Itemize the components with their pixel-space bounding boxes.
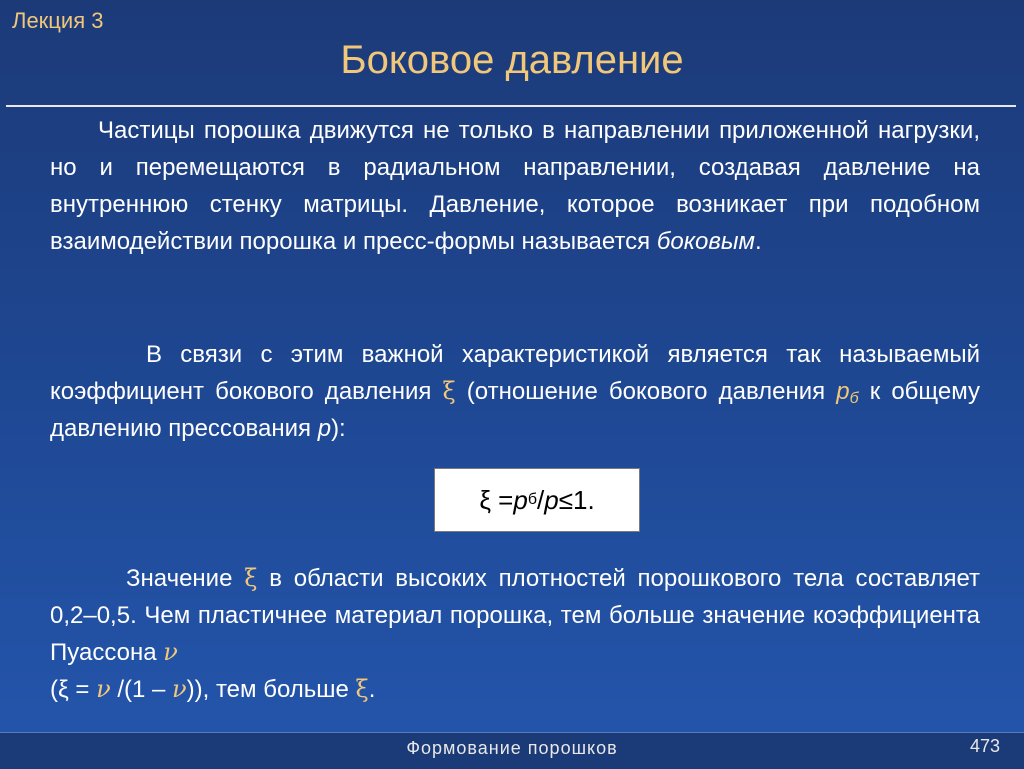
- paragraph-1: [50, 112, 980, 260]
- nu-symbol-3: ν: [172, 675, 187, 703]
- formula-part-b: /: [537, 484, 545, 515]
- paragraph-2-text-a: В связи с этим важной характеристикой является так называемый коэффициент бокового давления: [50, 341, 980, 405]
- paragraph-1-end: .: [755, 228, 762, 255]
- lateral-pressure-p: p: [836, 378, 850, 405]
- page-number: 473: [969, 736, 1000, 756]
- formula-part-c: ≤1.: [558, 484, 595, 515]
- lateral-pressure-subscript: б: [849, 390, 859, 407]
- formula-p-lateral: p: [513, 484, 528, 515]
- title-divider: [6, 105, 1016, 107]
- lateral-pressure-symbol: [836, 378, 858, 405]
- footer-title: Формование порошков: [406, 738, 618, 758]
- paragraph-3-text-a: Значение: [126, 565, 245, 592]
- total-pressure-symbol: p: [317, 415, 332, 442]
- lecture-label: Лекция 3: [12, 8, 104, 33]
- formula-p-total: p: [544, 484, 559, 515]
- paragraph-3-text-b: в области высоких плотностей порошкового тела составляет 0,2–0,5. Чем пластичнее материал порошка, тем больше значение коэффициента Пуассона: [50, 565, 980, 666]
- slide-title: Боковое давление: [340, 38, 684, 82]
- xi-symbol: ξ: [442, 377, 456, 405]
- paragraph-3-text-e: )), тем больше: [186, 676, 356, 703]
- paragraph-2: [50, 336, 980, 447]
- paragraph-3-text-c: (ξ =: [50, 676, 97, 703]
- paragraph-2-text-c: к общему давлению прессования: [50, 378, 981, 442]
- paragraph-3: [50, 560, 980, 708]
- nu-symbol: ν: [163, 638, 178, 666]
- xi-symbol-3: ξ: [355, 675, 369, 703]
- paragraph-1-emphasis: боковым: [656, 228, 756, 255]
- xi-symbol-2: ξ: [244, 564, 258, 592]
- paragraph-3-text-f: .: [368, 676, 376, 703]
- paragraph-2-text-b: (отношение бокового давления: [455, 378, 837, 405]
- paragraph-3-text-d: /(1 –: [110, 676, 173, 703]
- formula-part-a: ξ =: [479, 484, 514, 515]
- formula-box: ξ = p б / p ≤1.: [434, 468, 640, 532]
- nu-symbol-2: ν: [96, 675, 111, 703]
- paragraph-2-text-d: ):: [331, 415, 346, 442]
- paragraph-1-text: Частицы порошка движутся не только в направлении приложенной нагрузки, но и перемещаются в радиальном направлении, создавая давление на внутреннюю стенку матрицы. Давление, которое возникает при подобном взаимодействии порошка и пресс-формы называется: [50, 117, 980, 255]
